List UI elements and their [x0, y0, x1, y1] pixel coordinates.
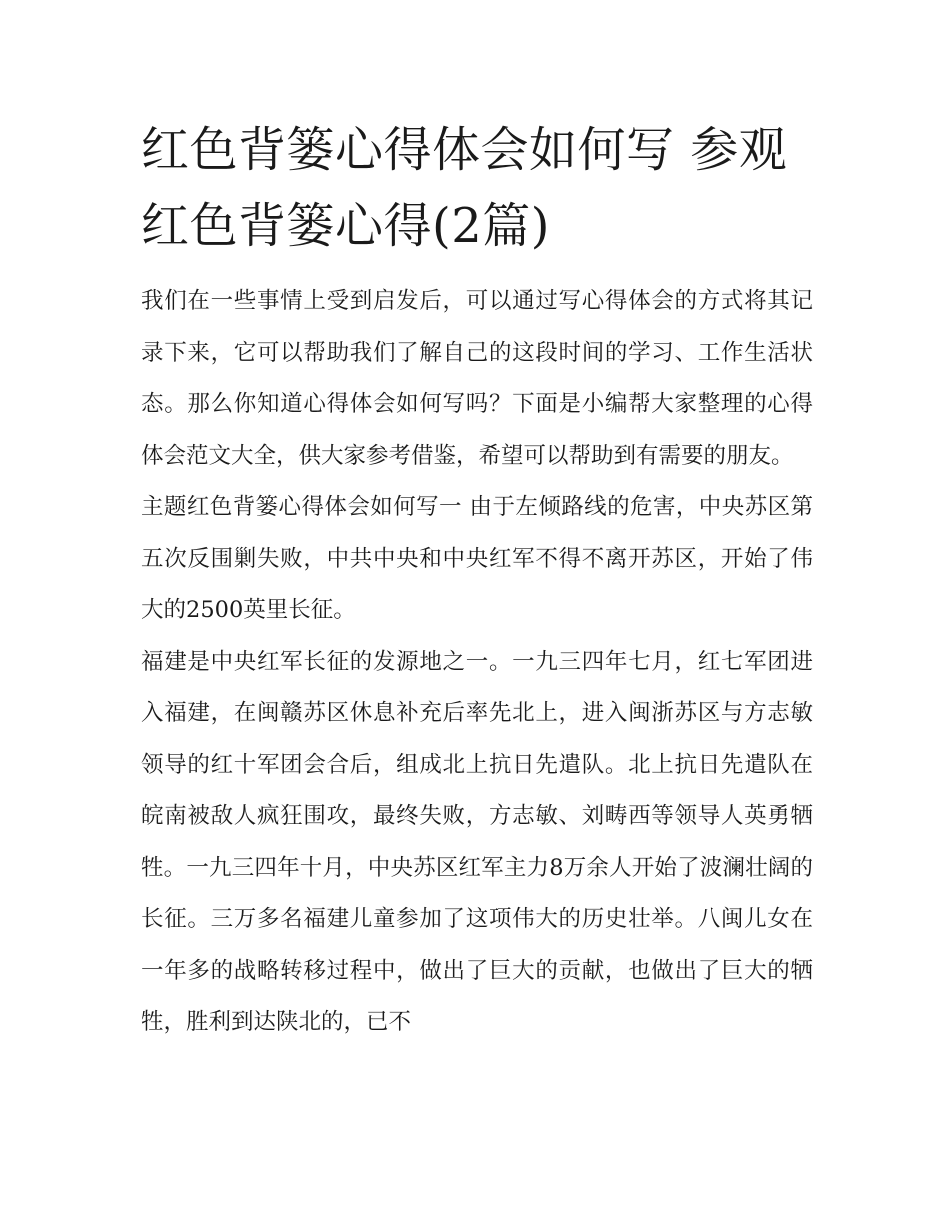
paragraph-fujian: 福建是中央红军长征的发源地之一。一九三四年七月，红七军团进入福建，在闽赣苏区休息补充后率先北上，进入闽浙苏区与方志敏领导的红十军团会合后，组成北上抗日先遣队。北上抗日先遣队在皖南被敌人疯狂围攻，最终失败，方志敏、刘畴西等领导人英勇牺牲。一九三四年十月，中央苏区红军主力8万余人开始了波澜壮阔的长征。三万多名福建儿童参加了这项伟大的历史壮举。八闽儿女在一年多的战略转移过程中，做出了巨大的贡献，也做出了巨大的牺牲，胜利到达陕北的，已不: [141, 648, 813, 1035]
paragraph-topic: 主题红色背篓心得体会如何写一 由于左倾路线的危害，中央苏区第五次反围剿失败，中共中央和中央红军不得不离开苏区，开始了伟大的2500英里长征。: [141, 494, 813, 623]
document-title: 红色背篓心得体会如何写 参观红色背篓心得(2篇): [141, 122, 788, 254]
document-page: [141, 112, 813, 1049]
paragraph-intro: 我们在一些事情上受到启发后，可以通过写心得体会的方式将其记录下来，它可以帮助我们了解自己的这段时间的学习、工作生活状态。那么你知道心得体会如何写吗？下面是小编帮大家整理的心得体会范文大全，供大家参考借鉴，希望可以帮助到有需要的朋友。: [141, 288, 813, 469]
